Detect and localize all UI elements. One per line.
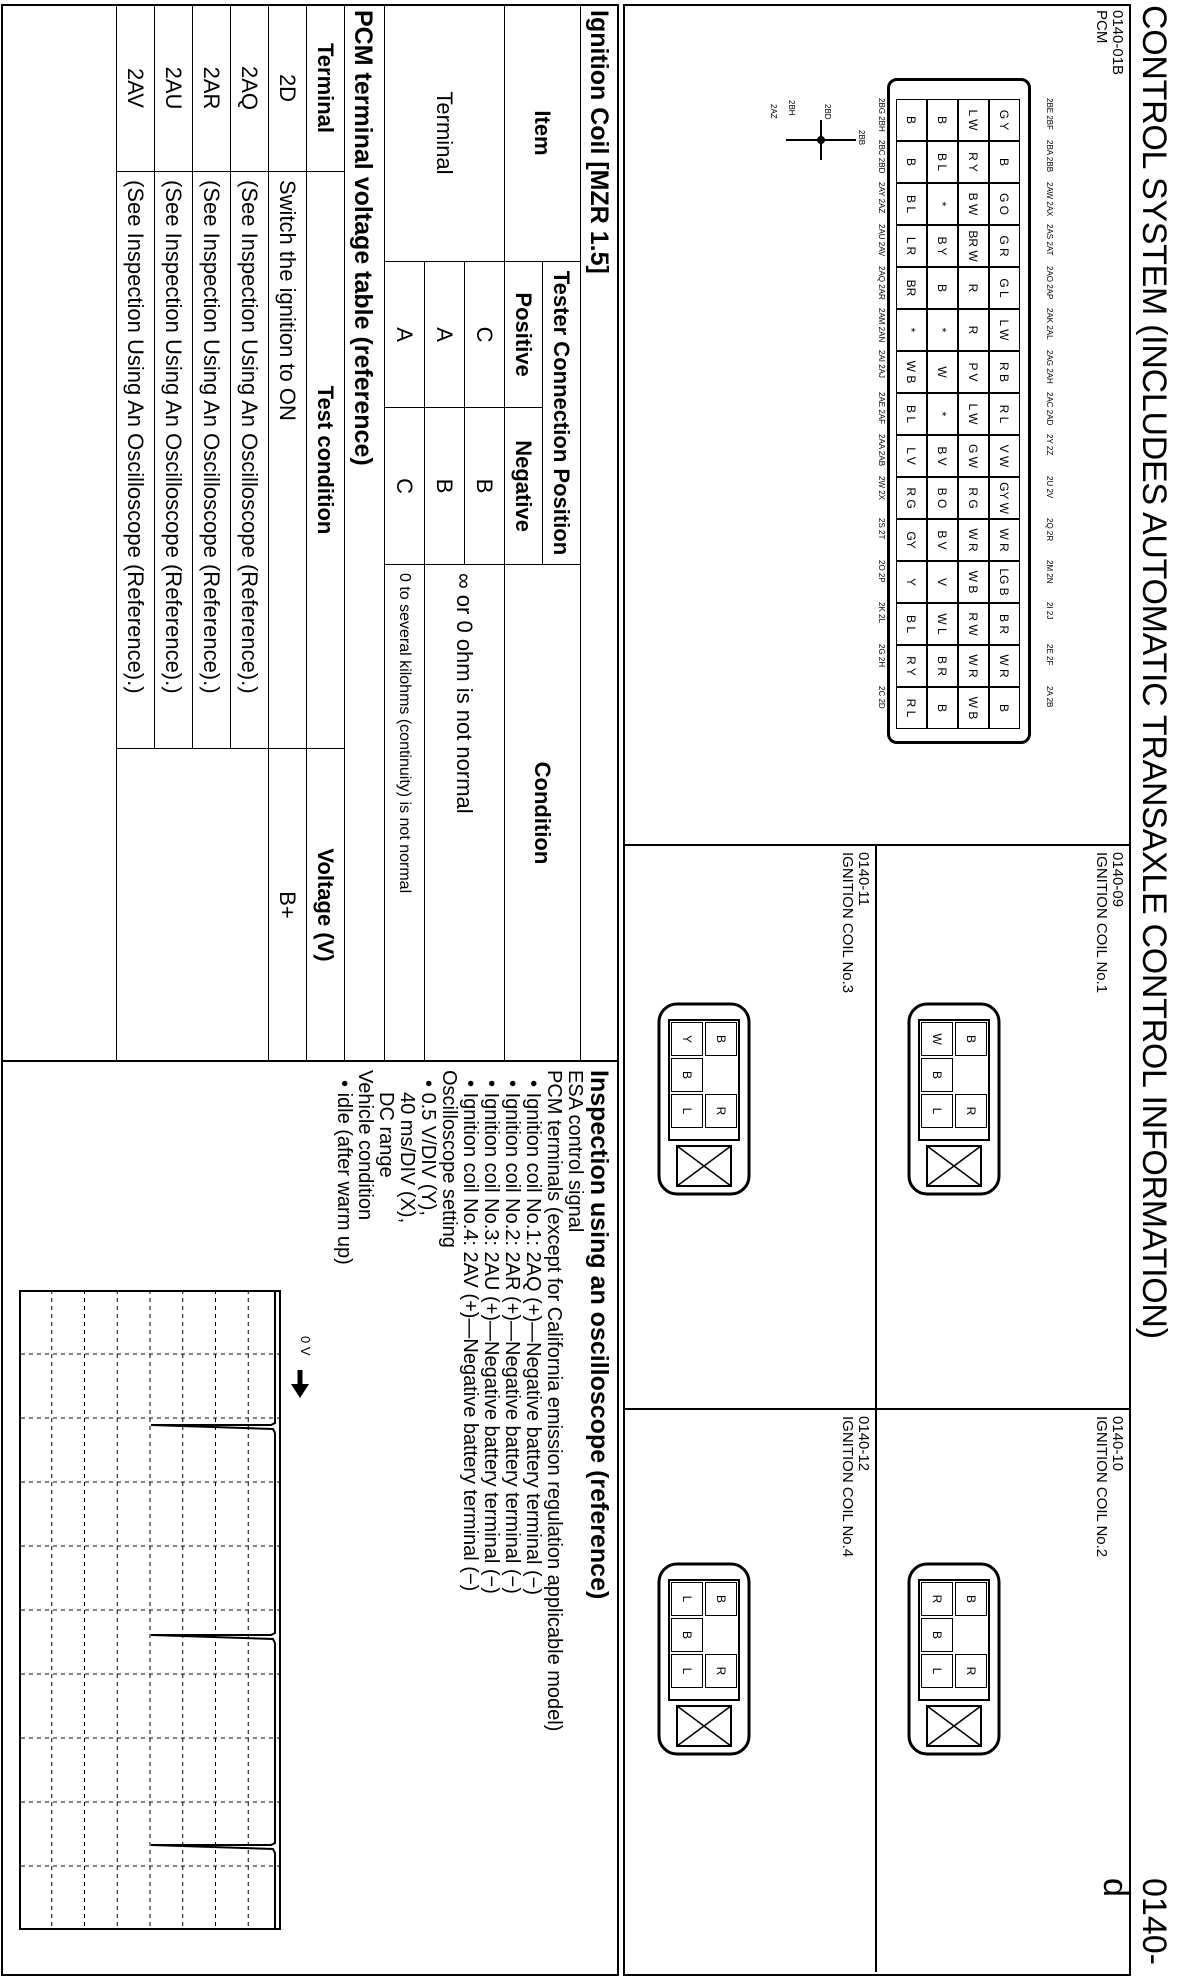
pcm-pin: B L xyxy=(896,393,927,435)
table-cell: B+ xyxy=(269,749,307,1062)
inspection-bullet: • Ignition coil No.3: 2AU (+)—Negative battery terminal (−) xyxy=(480,1080,502,1594)
pcm-pin: G W xyxy=(958,435,989,477)
ignition-coil-title: Ignition Coil [MZR 1.5] xyxy=(585,10,613,274)
coil-pin: R xyxy=(705,1094,737,1128)
coil3-name: IGNITION COIL No.3 xyxy=(839,852,856,994)
pcm-pin-label: 2AQ 2AR xyxy=(877,266,886,300)
table-cell: C xyxy=(465,262,505,408)
coil-pin: R xyxy=(955,1654,987,1688)
panel-divider xyxy=(875,844,877,1972)
coil-pin: W xyxy=(921,1022,953,1056)
pcm-pin: BR xyxy=(896,267,927,309)
col-condition: Condition xyxy=(505,565,581,1062)
pcm-pin: B Y xyxy=(927,225,958,267)
table-cell: 2AU xyxy=(155,5,193,172)
pcm-pin: B xyxy=(989,687,1020,729)
pcm-pin: L W xyxy=(989,309,1020,351)
item-terminal: Terminal xyxy=(385,5,505,262)
table-cell: C xyxy=(385,408,425,565)
inspection-bullet: • Ignition coil No.2: 2AR (+)—Negative battery terminal (−) xyxy=(501,1080,523,1594)
col-negative: Negative xyxy=(505,408,543,565)
pcm-connector-code: 0140-01B xyxy=(1109,10,1126,76)
coil3-connector xyxy=(644,1000,759,1200)
pcm-pin-label: 2AS 2AT xyxy=(1045,224,1054,256)
pcm-pin-label: 2AM 2AN xyxy=(877,308,886,343)
pcm-pin-label: 2AY 2AZ xyxy=(877,182,886,214)
zero-volt-label: 0 V xyxy=(298,1336,313,1356)
coil-pin: L xyxy=(671,1094,703,1128)
pcm-pin: V W xyxy=(989,435,1020,477)
pcm-connector-name: PCM xyxy=(1093,10,1110,44)
table-cell: B xyxy=(465,408,505,565)
inspection-bullet: • Ignition coil No.1: 2AQ (+)—Negative battery terminal (−) xyxy=(522,1080,544,1595)
pcm-pin: B O xyxy=(927,477,958,519)
col-tester: Tester Connection Position xyxy=(543,262,581,565)
coil-pin: B xyxy=(955,1582,987,1616)
coil2-name: IGNITION COIL No.2 xyxy=(1093,1416,1110,1558)
coil1-code: 0140-09 xyxy=(1109,852,1126,908)
legend-label: 2BH xyxy=(787,100,796,116)
table-cell xyxy=(117,749,269,1062)
pcm-pin: W B xyxy=(958,561,989,603)
pcm-pin: * xyxy=(927,393,958,435)
pcm-pin-label: 2E 2F xyxy=(1045,644,1054,666)
coil2-code: 0140-10 xyxy=(1109,1416,1126,1472)
coil-pin: B xyxy=(705,1582,737,1616)
pcm-pin-label: 2S 2T xyxy=(877,518,886,540)
pcm-pin-label: 2O 2P xyxy=(877,560,886,583)
table-cell: (See Inspection Using An Oscilloscope (Reference).) xyxy=(231,172,269,749)
pcm-pin: B W xyxy=(958,183,989,225)
pcm-pin-label: 2BG 2BH xyxy=(877,98,886,132)
legend-label: 2BB xyxy=(857,130,866,146)
pcm-pin-label: 2AA 2AB xyxy=(877,434,886,467)
table-cell: ∞ or 0 ohm is not normal xyxy=(425,565,505,1062)
vehicle-condition-label: Vehicle condition xyxy=(354,1070,376,1221)
inspection-signal: ESA control signal xyxy=(564,1070,586,1233)
pcm-pin: LG B xyxy=(989,561,1020,603)
inspection-section xyxy=(333,1070,613,1970)
pcm-pin: R Y xyxy=(896,645,927,687)
pcm-pin: W R xyxy=(958,519,989,561)
pcm-pin: B R xyxy=(989,603,1020,645)
pcm-pin: GY xyxy=(896,519,927,561)
table-cell: 0 to several kilohms (continuity) is not normal xyxy=(385,565,425,1062)
pcm-pin: B xyxy=(896,99,927,141)
coil-connector-shape xyxy=(899,1000,1009,1200)
pcm-pin: B xyxy=(927,687,958,729)
coil-pin: B xyxy=(955,1022,987,1056)
coil-connector-shape xyxy=(649,1560,759,1760)
table-cell: 2AQ xyxy=(231,5,269,172)
page-title: CONTROL SYSTEM (INCLUDES AUTOMATIC TRANSAXLE CONTROL INFORMATION) xyxy=(1135,5,1173,1339)
coil-pin: R xyxy=(955,1094,987,1128)
coil-connector-shape xyxy=(649,1000,759,1200)
pcm-pin: B L xyxy=(927,141,958,183)
pcm-pin: W R xyxy=(989,519,1020,561)
pcm-pin: B V xyxy=(927,435,958,477)
coil1-name: IGNITION COIL No.1 xyxy=(1093,852,1110,994)
pcm-pin: R xyxy=(958,309,989,351)
pcm-pin: * xyxy=(896,309,927,351)
pcm-pin: W B xyxy=(958,687,989,729)
table-cell: Switch the ignition to ON xyxy=(269,172,307,749)
coil3-code: 0140-11 xyxy=(855,852,872,906)
pcm-pin: G Y xyxy=(989,99,1020,141)
pcm-pin: GY W xyxy=(989,477,1020,519)
table-cell: 2AR xyxy=(193,5,231,172)
table-cell: (See Inspection Using An Oscilloscope (Reference).) xyxy=(155,172,193,749)
pcm-pin-label: 2AE 2AF xyxy=(877,392,886,425)
coil2-connector xyxy=(894,1560,1009,1760)
col-positive: Positive xyxy=(505,262,543,408)
pcm-pin: R Y xyxy=(958,141,989,183)
pcm-pin: R G xyxy=(896,477,927,519)
table-cell: (See Inspection Using An Oscilloscope (Reference).) xyxy=(193,172,231,749)
coil-pin: B xyxy=(921,1058,953,1092)
pcm-pin: B xyxy=(927,99,958,141)
pcm-pin-label: 2AK 2AL xyxy=(1045,308,1054,340)
pcm-pin: V xyxy=(927,561,958,603)
coil-connector-shape xyxy=(899,1560,1009,1760)
pcm-pin: G O xyxy=(989,183,1020,225)
pcm-connector xyxy=(887,78,1031,744)
coil4-name: IGNITION COIL No.4 xyxy=(839,1416,856,1558)
zero-volt-arrow xyxy=(287,1370,313,1400)
pcm-pin: B xyxy=(989,141,1020,183)
pcm-pin: BR W xyxy=(958,225,989,267)
page-number: 0140-d xyxy=(1096,1878,1173,1965)
pcm-pin-label: 2AI 2AJ xyxy=(877,350,886,379)
legend-label: 2BD xyxy=(823,104,832,120)
pcm-pin: L R xyxy=(896,225,927,267)
inspection-terminals: PCM terminals (except for California emission regulation applicable model) xyxy=(543,1070,565,1732)
coil-pin: B xyxy=(671,1058,703,1092)
pcm-pin-label: 2C 2D xyxy=(877,686,886,709)
coil1-connector xyxy=(894,1000,1009,1200)
table-cell: (See Inspection Using An Oscilloscope (Reference).) xyxy=(117,172,155,749)
pcm-pin: W B xyxy=(896,351,927,393)
table-cell: 2AV xyxy=(117,5,155,172)
pcm-pin-label: 2AU 2AV xyxy=(877,224,886,257)
pcm-pin: R W xyxy=(958,603,989,645)
pcm-pin: R L xyxy=(989,393,1020,435)
scope-setting-label: Oscilloscope setting xyxy=(438,1070,460,1248)
pcm-pin: L W xyxy=(958,393,989,435)
pcm-pin: B L xyxy=(896,603,927,645)
table-cell: A xyxy=(425,262,465,408)
pcm-pin: G L xyxy=(989,267,1020,309)
coil-pin: Y xyxy=(671,1022,703,1056)
col-test-condition: Test condition xyxy=(307,172,345,749)
pcm-pin-label: 2AO 2AP xyxy=(1045,266,1054,300)
coil-pin: L xyxy=(921,1654,953,1688)
pcm-pin-label: 2Y 2Z xyxy=(1045,434,1054,456)
pcm-pin-label: 2AG 2AH xyxy=(1045,350,1054,384)
pcm-pin-labels-bottom xyxy=(861,80,891,760)
legend-label: 2AZ xyxy=(769,104,778,119)
pcm-pin: R L xyxy=(896,687,927,729)
pcm-pin: P V xyxy=(958,351,989,393)
vehicle-condition: • idle (after warm up) xyxy=(333,1080,355,1265)
pcm-pin-label: 2BE 2BF xyxy=(1045,98,1054,131)
pcm-pin: W xyxy=(927,351,958,393)
pcm-pin: L W xyxy=(958,99,989,141)
scope-setting: 40 ms/DIV (X), xyxy=(396,1092,418,1224)
scope-setting: DC range xyxy=(375,1092,397,1178)
pcm-pin: B xyxy=(927,267,958,309)
scope-setting: • 0.5 V/DIV (Y), xyxy=(417,1080,439,1216)
table-cell: 2D xyxy=(269,5,307,172)
coil4-code: 0140-12 xyxy=(855,1416,872,1472)
pcm-pin: R xyxy=(958,267,989,309)
pcm-pin: W R xyxy=(989,645,1020,687)
pcm-pin: * xyxy=(927,309,958,351)
pcm-pin: * xyxy=(927,183,958,225)
panel-divider xyxy=(625,1408,1131,1410)
coil-pin: L xyxy=(921,1094,953,1128)
pcm-pin-label: 2U 2V xyxy=(1045,476,1054,499)
pcm-voltage-table xyxy=(116,4,345,1062)
pcm-pin-label: 2Q 2R xyxy=(1045,518,1054,542)
pcm-pin: R G xyxy=(958,477,989,519)
coil-pin: L xyxy=(671,1654,703,1688)
pcm-pin: L V xyxy=(896,435,927,477)
pcm-pin: B L xyxy=(896,183,927,225)
col-voltage: Voltage (V) xyxy=(307,749,345,1062)
pcm-pin: R B xyxy=(989,351,1020,393)
pcm-pin-label: 2A 2B xyxy=(1045,686,1054,708)
coil-pin: B xyxy=(921,1618,953,1652)
ignition-coil-table xyxy=(384,4,581,1062)
coil-pin: R xyxy=(705,1654,737,1688)
pcm-pin: W L xyxy=(927,603,958,645)
coil-pin: L xyxy=(671,1582,703,1616)
pcm-pin-label: 2I 2J xyxy=(1045,602,1054,620)
pcm-pin-label: 2AW 2AX xyxy=(1045,182,1054,217)
panel-divider xyxy=(625,844,1131,846)
pcm-pin-label: 2W 2X xyxy=(877,476,886,501)
pcm-pin-label: 2BA 2BB xyxy=(1045,140,1054,173)
coil-pin: R xyxy=(921,1582,953,1616)
pcm-pin: B R xyxy=(927,645,958,687)
pcm-pin-label: 2AC 2AD xyxy=(1045,392,1054,426)
pcm-pin: B xyxy=(896,141,927,183)
col-item: Item xyxy=(505,5,581,262)
col-terminal: Terminal xyxy=(307,5,345,172)
inspection-title: Inspection using an oscilloscope (reference) xyxy=(585,1070,613,1600)
pcm-pin: G R xyxy=(989,225,1020,267)
pcm-pin-labels-top xyxy=(1029,80,1059,760)
inspection-bullet: • Ignition coil No.4: 2AV (+)—Negative battery terminal (−) xyxy=(459,1080,481,1592)
pcm-voltage-title: PCM terminal voltage table (reference) xyxy=(349,10,377,466)
pcm-pin-label: 2BC 2BD xyxy=(877,140,886,174)
coil-pin: B xyxy=(671,1618,703,1652)
coil4-connector xyxy=(644,1560,759,1760)
pcm-pin-label: 2M 2N xyxy=(1045,560,1054,584)
pcm-pin: B V xyxy=(927,519,958,561)
pcm-pin-label: 2K 2L xyxy=(877,602,886,623)
pcm-pin: Y xyxy=(896,561,927,603)
oscilloscope-waveform xyxy=(19,1290,281,1930)
table-cell: B xyxy=(425,408,465,565)
coil-pin: B xyxy=(705,1022,737,1056)
pcm-pin: W R xyxy=(958,645,989,687)
pcm-pin-label: 2G 2H xyxy=(877,644,886,668)
table-cell: A xyxy=(385,262,425,408)
